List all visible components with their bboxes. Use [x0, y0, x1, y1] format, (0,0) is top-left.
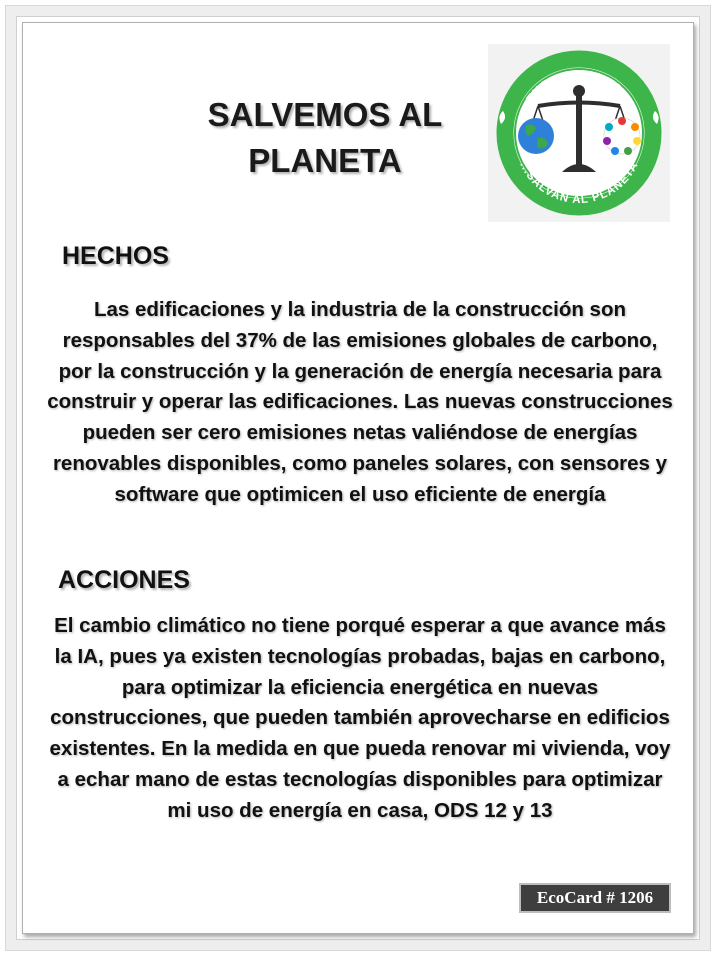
hechos-paragraph: Las edificaciones y la industria de la construcción son responsables del 37% de las emisiones globales de carbono, por la construcción y la generación de energía necesaria para construir y operar las edificaciones. Las nuevas construcciones pueden ser cero emisiones netas valiéndose de energías renovables disponibles, como paneles solares, con sensores y software que optimicen el uso eficiente de energía [47, 298, 673, 506]
page-title: SALVEMOS AL PLANETA [207, 96, 443, 179]
globe-icon [518, 118, 554, 154]
acciones-paragraph: El cambio climático no tiene porqué esperar a que avance más la IA, pues ya existen tecnologías probadas, bajas en carbono, para optimizar la eficiencia energética en nuevas construcciones, que pueden también aprovecharse en edificios existentes. En la medida en que pueda renovar mi vivienda, voy a echar mano de estas tecnologías disponibles para optimizar mi uso de energía en casa, ODS 12 y 13 [49, 614, 671, 822]
ecocard-tag: EcoCard # 1206 [519, 883, 671, 913]
logo-top-text: TUS ACCIONES... [524, 68, 634, 106]
eco-logo [488, 44, 670, 222]
section-heading-hechos: HECHOS [62, 242, 169, 270]
section-heading-acciones: ACCIONES [58, 566, 190, 594]
logo-bottom-text: ...SALVAN AL PLANETA [517, 159, 641, 207]
balance-scale-icon [488, 44, 670, 222]
